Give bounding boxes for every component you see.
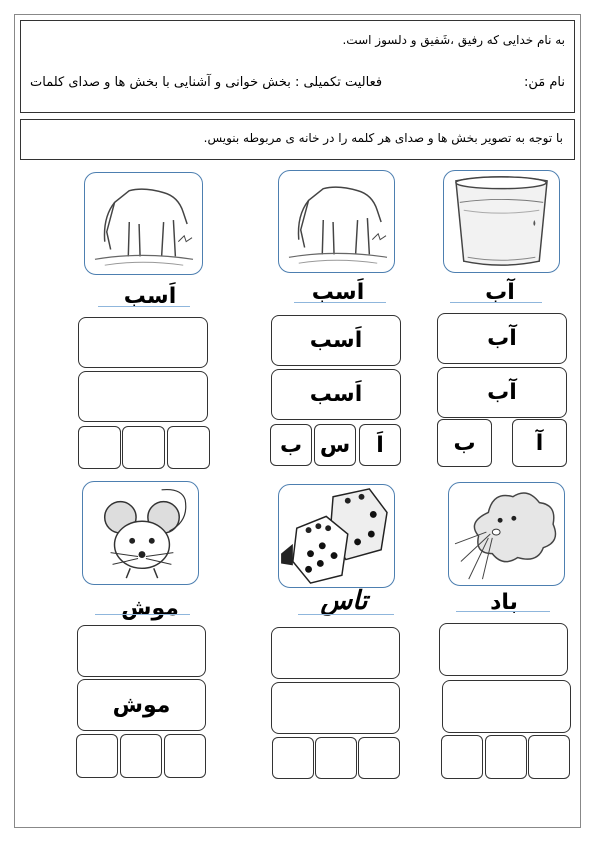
word-write-box-1[interactable] [439,623,568,676]
dice-drawing [279,485,394,587]
word-label: اَسب [123,284,177,309]
syllable-box-3[interactable] [78,426,121,469]
horse-drawing [85,173,202,274]
word-write-box-2[interactable] [271,682,400,734]
syllable-box-1[interactable] [358,737,400,779]
word-write-box-1[interactable] [78,317,208,368]
word-underline [450,302,542,303]
horse-picture [84,172,203,275]
syllable-box-2[interactable] [315,737,357,779]
word-underline [456,611,550,612]
mouse-drawing [83,482,198,584]
word-write-box-2[interactable] [78,371,208,422]
horse-picture [278,170,395,273]
dice-picture [278,484,395,588]
activity-title: فعالیت تکمیلی : بخش خوانی و آشنایی با بخش ها و صدای کلمات [30,75,383,90]
greeting-text: به نام خدایی که رفیق ،شَفیق و دلسوز است. [342,33,565,47]
word-label: باد [490,590,518,615]
wind-cloud-picture [448,482,565,586]
word-write-box-1[interactable] [271,627,400,679]
water-glass-picture [443,170,560,273]
word-label: آب [485,280,515,305]
syllable-box-3[interactable] [76,734,118,778]
syllable-box-2[interactable]: ب [437,419,492,467]
word-write-box-2[interactable] [442,680,571,733]
syllable-box-2[interactable] [485,735,527,779]
syllable-box-3[interactable] [272,737,314,779]
word-write-box-1[interactable] [77,625,206,677]
syllable-box-1[interactable]: اَ [359,424,401,466]
wind-cloud-drawing [449,483,564,585]
syllable-box-3[interactable]: ب [270,424,312,466]
syllable-box-2[interactable]: س [314,424,356,466]
word-label: اَسب [311,280,365,305]
word-underline [95,614,190,615]
syllable-box-1[interactable] [167,426,210,469]
horse-drawing [279,171,394,272]
syllable-box-1[interactable] [528,735,570,779]
syllable-box-3[interactable] [441,735,483,779]
word-label: موش [121,596,179,621]
word-underline [298,614,394,615]
water-glass-drawing [444,171,559,272]
syllable-box-1[interactable] [164,734,206,778]
syllable-box-1[interactable]: آ [512,419,567,467]
word-write-box-2[interactable]: اَسب [271,369,401,420]
name-label: نام مَن: [524,75,565,90]
word-write-box-1[interactable]: اَسب [271,315,401,366]
syllable-box-2[interactable] [120,734,162,778]
word-underline [294,302,386,303]
word-write-box-2[interactable]: آب [437,367,567,418]
word-write-box-1[interactable]: آب [437,313,567,364]
word-label: تاس [320,586,368,616]
word-write-box-2[interactable]: موش [77,679,206,731]
syllable-box-2[interactable] [122,426,165,469]
word-underline [98,306,190,307]
mouse-picture [82,481,199,585]
instruction-text: با توجه به تصویر بخش ها و صدای هر کلمه را در خانه ی مربوطه بنویس. [203,131,563,145]
